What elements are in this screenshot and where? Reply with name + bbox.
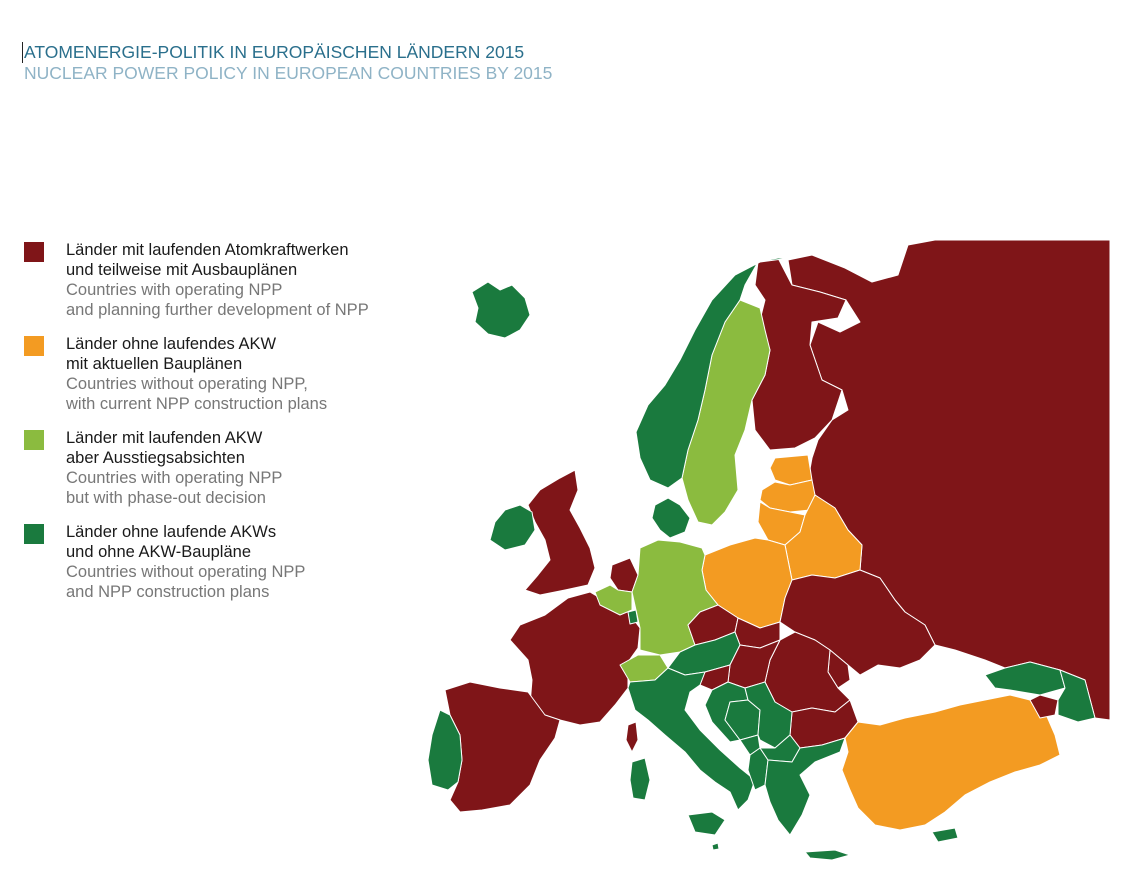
- legend-label-de-line1: Länder mit laufenden AKW: [66, 429, 263, 447]
- legend: [24, 240, 444, 616]
- title-block: [24, 42, 552, 84]
- island-sicily: [688, 812, 725, 835]
- legend-label-en-line1: Countries with operating NPP: [66, 469, 283, 487]
- island-crete: [805, 850, 850, 860]
- legend-label-en-line2: but with phase-out decision: [66, 489, 266, 507]
- legend-swatch-none: [24, 524, 44, 544]
- legend-label-de-line2: und ohne AKW-Baupläne: [66, 543, 252, 561]
- legend-item-none: [24, 522, 444, 602]
- country-uk: [525, 470, 595, 595]
- title-english: NUCLEAR POWER POLICY IN EUROPEAN COUNTRIES BY 2015: [24, 63, 553, 83]
- legend-label-de-line1: Länder ohne laufendes AKW: [66, 335, 277, 353]
- europe-map: [410, 235, 1115, 865]
- legend-item-phase-out: [24, 428, 444, 508]
- legend-swatch-operating-expansion: [24, 242, 44, 262]
- legend-item-construction: [24, 334, 444, 414]
- legend-label-en-line1: Countries with operating NPP: [66, 281, 283, 299]
- country-ireland: [490, 505, 535, 550]
- legend-label-en-line1: Countries without operating NPP: [66, 563, 306, 581]
- country-estonia: [770, 455, 812, 485]
- legend-swatch-construction: [24, 336, 44, 356]
- country-cyprus: [932, 828, 958, 842]
- legend-label-de-line1: Länder mit laufenden Atomkraftwerken: [66, 241, 349, 259]
- legend-swatch-phase-out: [24, 430, 44, 450]
- legend-label-en-line2: and planning further development of NPP: [66, 301, 369, 319]
- legend-label-de-line2: und teilweise mit Ausbauplänen: [66, 261, 298, 279]
- legend-label-en-line2: with current NPP construction plans: [66, 395, 328, 413]
- legend-label-de-line2: aber Ausstiegsabsichten: [66, 449, 245, 467]
- island-malta: [712, 843, 719, 850]
- island-sardinia: [630, 758, 650, 800]
- legend-item-operating-expansion: [24, 240, 444, 320]
- country-denmark: [652, 498, 690, 538]
- legend-label-en-line2: and NPP construction plans: [66, 583, 270, 601]
- legend-label-en-line1: Countries without operating NPP,: [66, 375, 308, 393]
- legend-label-de-line1: Länder ohne laufende AKWs: [66, 523, 277, 541]
- title-german: ATOMENERGIE-POLITIK IN EUROPÄISCHEN LÄNDERN 2015: [22, 42, 552, 63]
- island-corsica: [626, 722, 638, 752]
- country-turkey: [842, 695, 1060, 830]
- country-iceland: [472, 282, 530, 338]
- legend-label-de-line2: mit aktuellen Bauplänen: [66, 355, 243, 373]
